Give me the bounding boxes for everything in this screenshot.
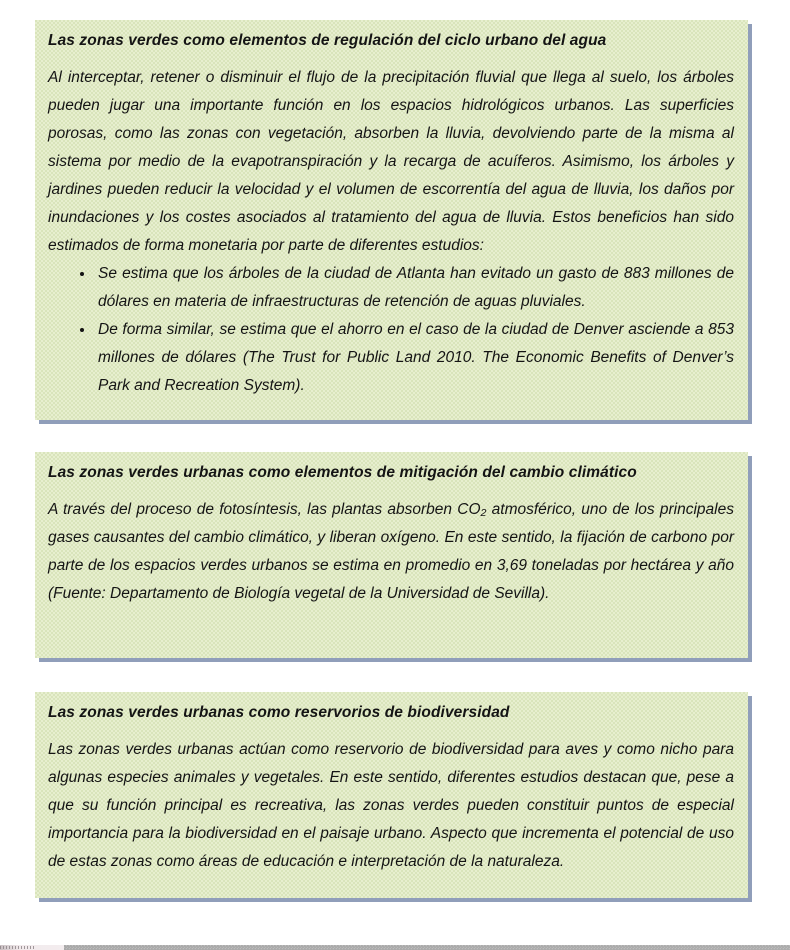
bullet-item-denver: • De forma similar, se estima que el ahorro en el caso de la ciudad de Denver asciende a 853 millones de dólares (The Trust for Public Land 2010. The Economic Benefits of Denver’s Park and Recreation System). (95, 316, 734, 400)
box-paragraph: A través del proceso de fotosíntesis, las plantas absorben CO₂ atmosférico, uno de los principales gases causantes del cambio climático, y liberan oxígeno. En este sentido, la fijación de carbono por parte de los espacios verdes urbanos se estima en promedio en 3,69 toneladas por hectárea y año (Fuente: Departamento de Biología vegetal de la Universidad de Sevilla). (48, 501, 734, 602)
bullet-item-atlanta: • Se estima que los árboles de la ciudad de Atlanta han evitado un gasto de 883 millones de dólares en materia de infraestructuras de retención de aguas pluviales. (95, 260, 734, 316)
box-title: Las zonas verdes como elementos de regulación del ciclo urbano del agua (48, 32, 607, 49)
bullet-list (48, 260, 734, 400)
info-box-climate-mitigation (35, 452, 748, 658)
info-box-biodiversity (35, 692, 748, 898)
info-box-water-cycle (35, 20, 748, 420)
next-section-partial (0, 945, 790, 950)
cutoff-text-marks (0, 946, 34, 949)
box-paragraph: Las zonas verdes urbanas actúan como reservorio de biodiversidad para aves y como nicho para algunas especies animales y vegetales. En este sentido, diferentes estudios destacan que, pese a que su función principal es recreativa, las zonas verdes pueden constituir puntos de especial importancia para la biodiversidad en el paisaje urbano. Aspecto que incrementa el potencial de uso de estas zonas como áreas de educación e interpretación de la naturaleza. (48, 741, 734, 870)
box-paragraph: Al interceptar, retener o disminuir el flujo de la precipitación fluvial que llega al suelo, los árboles pueden jugar una importante función en los espacios hidrológicos urbanos. Las superficies porosas, como las zonas con vegetación, absorben la lluvia, devolviendo parte de la misma al sistema por medio de la evapotranspiración y la recarga de acuíferos. Asimismo, los árboles y jardines pueden reducir la velocidad y el volumen de escorrentía del agua de lluvia, los daños por inundaciones y los costes asociados al tratamiento del agua de lluvia. Estos beneficios han sido estimados de forma monetaria por parte de diferentes estudios: (48, 69, 734, 254)
cutoff-bar (64, 945, 790, 950)
box-title: Las zonas verdes urbanas como reservorios de biodiversidad (48, 704, 510, 721)
box-title: Las zonas verdes urbanas como elementos de mitigación del cambio climático (48, 464, 637, 481)
